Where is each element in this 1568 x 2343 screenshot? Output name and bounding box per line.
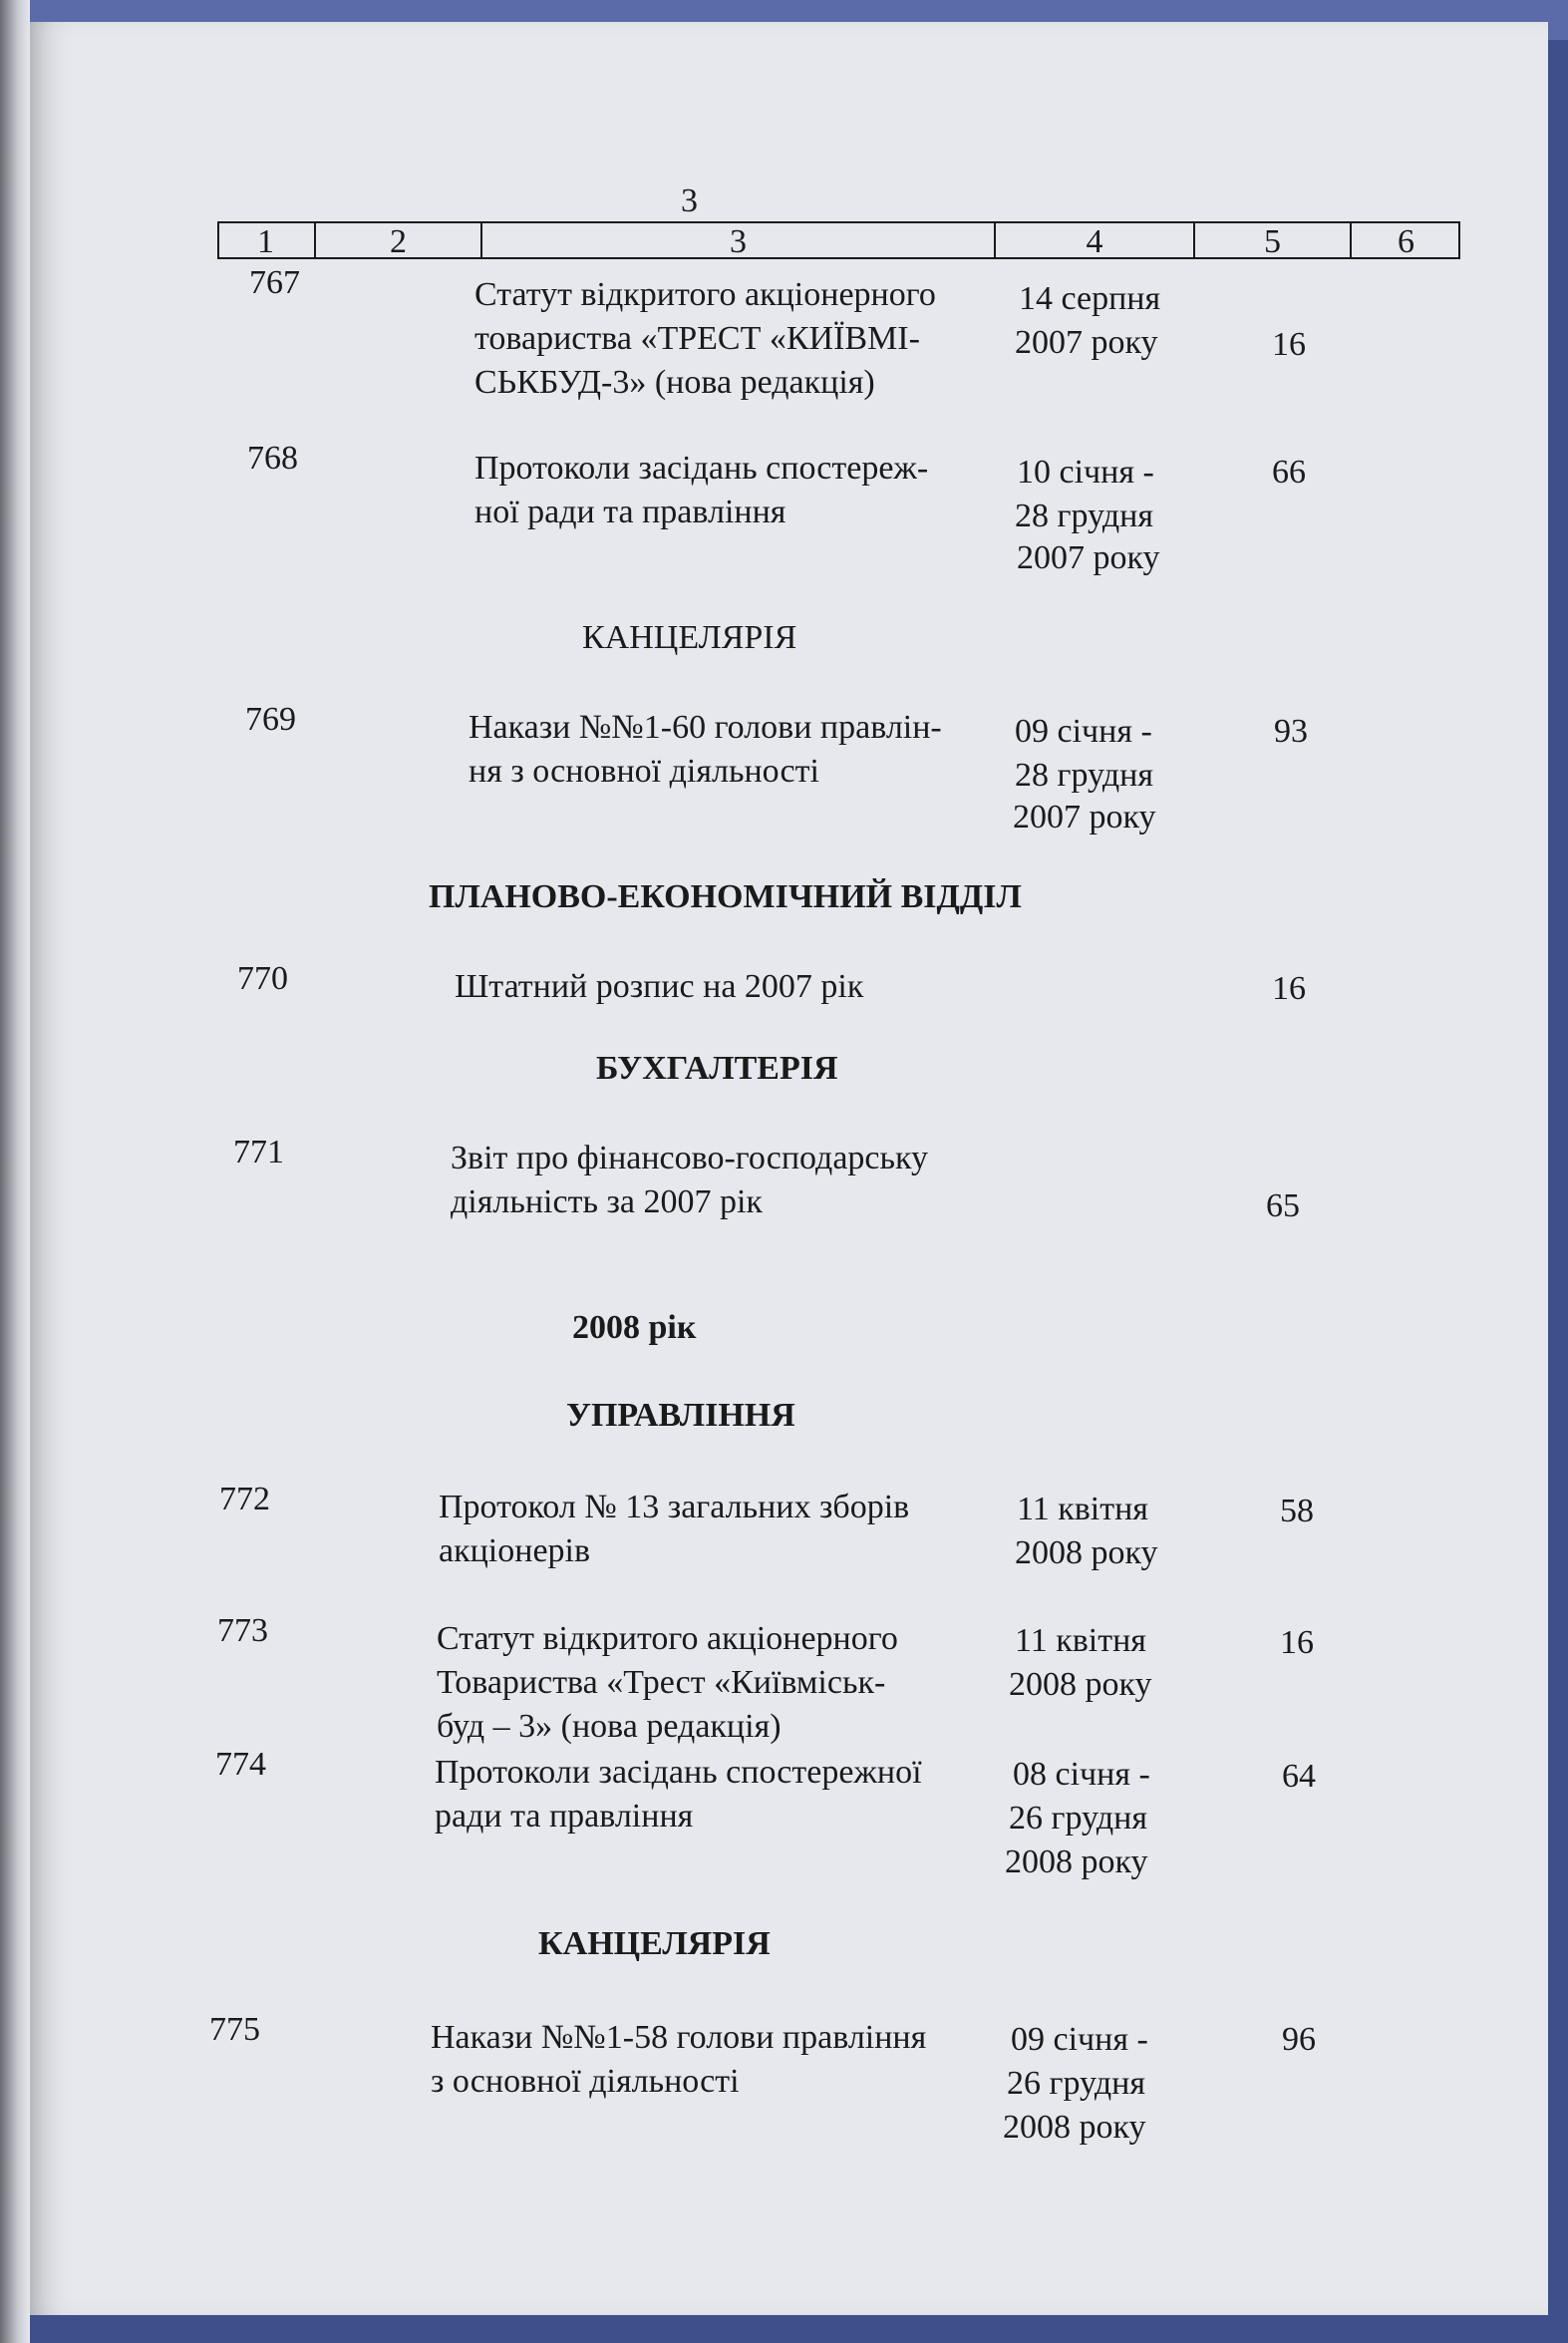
entry-number: 768 xyxy=(247,440,298,477)
entry-title-line: Товариства «Трест «Київміськ- xyxy=(437,1664,886,1701)
entry-date-line: 26 грудня xyxy=(1009,1800,1147,1837)
entry-date-line: 2007 року xyxy=(1017,539,1160,576)
entry-title-line: буд – 3» (нова редакція) xyxy=(437,1708,782,1745)
entry-date-line: 09 січня - xyxy=(1015,713,1152,750)
entry-title-line: Протокол № 13 загальних зборів xyxy=(439,1489,910,1525)
entry-title-line: товариства «ТРЕСТ «КИЇВМІ- xyxy=(474,320,920,357)
entry-date-line: 28 грудня xyxy=(1015,757,1153,794)
page-number: 3 xyxy=(681,182,698,219)
entry-title-line: СЬКБУД-3» (нова редакція) xyxy=(474,364,875,401)
entry-title-line: Накази №№1-60 голови правлін- xyxy=(469,709,942,746)
entry-number: 771 xyxy=(233,1134,284,1171)
entry-number: 775 xyxy=(209,2011,260,2048)
entry-title-line: Статут відкритого акціонерного xyxy=(474,276,936,313)
entry-title-line: Накази №№1-58 голови правління xyxy=(431,2019,927,2056)
entry-number: 773 xyxy=(217,1612,268,1649)
header-col-5: 5 xyxy=(1193,223,1350,257)
entry-pages: 93 xyxy=(1274,713,1308,750)
entry-title-line: Штатний розпис на 2007 рік xyxy=(455,968,864,1005)
section-heading: КАНЦЕЛЯРІЯ xyxy=(582,619,797,656)
entry-date-line: 2007 року xyxy=(1013,799,1156,836)
entry-date-line: 2008 року xyxy=(1003,2109,1146,2146)
entry-title-line: Статут відкритого акціонерного xyxy=(437,1620,898,1657)
entry-date-line: 26 грудня xyxy=(1007,2065,1145,2102)
entry-pages: 16 xyxy=(1272,326,1306,363)
entry-number: 767 xyxy=(249,264,300,301)
entry-pages: 65 xyxy=(1266,1187,1300,1224)
entry-title-line: ної ради та правління xyxy=(474,494,786,530)
section-heading: ПЛАНОВО-ЕКОНОМІЧНИЙ ВІДДІЛ xyxy=(429,878,1022,915)
entry-number: 769 xyxy=(245,701,296,738)
entry-date-line: 09 січня - xyxy=(1011,2021,1148,2058)
entry-date-line: 2008 року xyxy=(1015,1534,1158,1571)
header-col-6: 6 xyxy=(1350,223,1460,257)
entry-pages: 64 xyxy=(1282,1758,1316,1795)
entry-date-line: 2008 року xyxy=(1009,1666,1152,1703)
entry-pages: 58 xyxy=(1280,1493,1314,1529)
page-binding xyxy=(0,0,30,2343)
entry-date-line: 11 квітня xyxy=(1017,1491,1148,1527)
entry-number: 770 xyxy=(237,960,288,997)
header-col-4: 4 xyxy=(994,223,1193,257)
entry-date-line: 11 квітня xyxy=(1015,1622,1146,1659)
entry-number: 772 xyxy=(219,1481,270,1517)
entry-date-line: 28 грудня xyxy=(1015,498,1153,534)
entry-title-line: діяльність за 2007 рік xyxy=(451,1183,763,1220)
entry-date-line: 2007 року xyxy=(1015,324,1158,361)
entry-title-line: Звіт про фінансово-господарську xyxy=(451,1140,929,1176)
entry-pages: 66 xyxy=(1272,454,1306,491)
entry-title-line: Протоколи засідань спостереж- xyxy=(474,450,929,487)
section-heading: БУХГАЛТЕРІЯ xyxy=(596,1050,838,1087)
entry-title-line: з основної діяльності xyxy=(431,2063,740,2100)
entry-date-line: 10 січня - xyxy=(1017,454,1154,491)
section-heading: КАНЦЕЛЯРІЯ xyxy=(538,1925,771,1962)
header-col-3: 3 xyxy=(480,223,994,257)
year-heading: 2008 рік xyxy=(572,1309,697,1346)
entry-date-line: 14 серпня xyxy=(1019,280,1161,317)
entry-title-line: ня з основної діяльності xyxy=(469,753,819,790)
section-heading: УПРАВЛІННЯ xyxy=(566,1397,795,1434)
entry-title-line: ради та правління xyxy=(435,1798,694,1835)
entry-number: 774 xyxy=(215,1746,266,1783)
entry-title-line: акціонерів xyxy=(439,1532,591,1569)
table-header xyxy=(217,221,1460,259)
entry-pages: 16 xyxy=(1280,1624,1314,1661)
header-col-2: 2 xyxy=(314,223,480,257)
header-col-1: 1 xyxy=(257,223,274,260)
entry-date-line: 08 січня - xyxy=(1013,1756,1150,1793)
entry-date-line: 2008 року xyxy=(1005,1843,1148,1880)
entry-title-line: Протоколи засідань спостережної xyxy=(435,1754,922,1791)
entry-pages: 96 xyxy=(1282,2021,1316,2058)
entry-pages: 16 xyxy=(1272,970,1306,1007)
